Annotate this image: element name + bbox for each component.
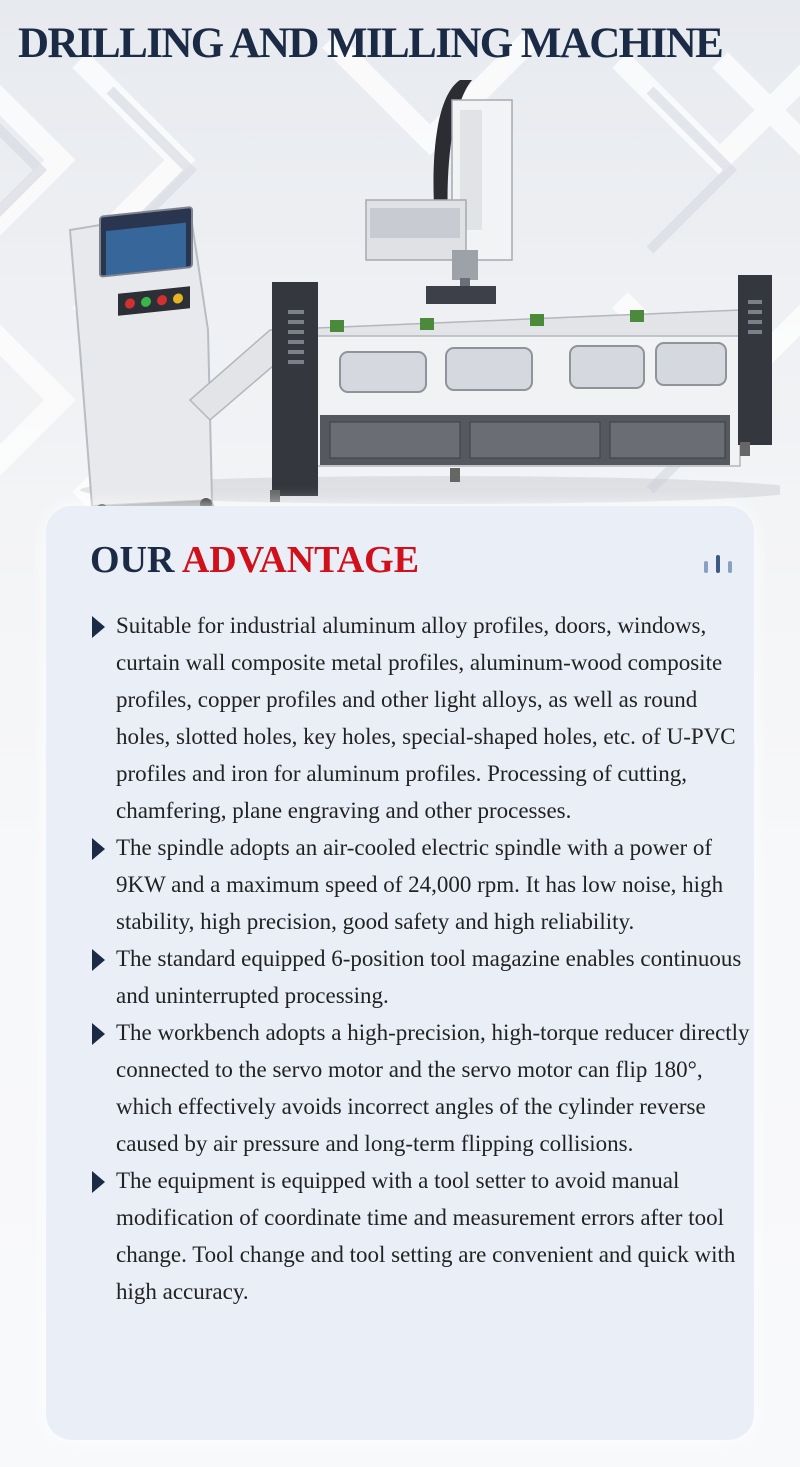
- triangle-right-icon: [92, 949, 105, 971]
- triangle-right-icon: [92, 616, 105, 638]
- advantage-title-part1: OUR: [90, 539, 175, 581]
- list-item-text: The equipment is equipped with a tool setter to avoid manual modification of coordinate time and measurement errors after tool change. Tool change and tool setting are convenient and quick with high accuracy.: [116, 1168, 736, 1304]
- triangle-right-icon: [92, 1023, 105, 1045]
- advantage-title: [90, 536, 419, 584]
- machine-bed: [190, 275, 772, 502]
- cnc-drilling-milling-machine-icon: [40, 70, 780, 520]
- advantage-title-part2: ADVANTAGE: [181, 539, 420, 581]
- list-item-text: The standard equipped 6-position tool magazine enables continuous and uninterrupted processing.: [116, 946, 742, 1008]
- advantage-card: [46, 506, 754, 1440]
- list-item: [90, 1014, 750, 1162]
- list-item: [90, 940, 750, 1014]
- advantage-list: [90, 607, 750, 1310]
- list-item: [90, 1162, 750, 1310]
- page-title: DRILLING AND MILLING MACHINE: [18, 20, 723, 67]
- control-console: [70, 207, 216, 516]
- triangle-right-icon: [92, 838, 105, 860]
- vertical-bars-icon: [702, 551, 742, 575]
- list-item: [90, 829, 750, 940]
- triangle-right-icon: [92, 1171, 105, 1193]
- list-item-text: The spindle adopts an air-cooled electric spindle with a power of 9KW and a maximum speed of 24,000 rpm. It has low noise, high stability, high precision, good safety and high reliability.: [116, 835, 724, 934]
- list-item: [90, 607, 750, 829]
- list-item-text: Suitable for industrial aluminum alloy profiles, doors, windows, curtain wall composite metal profiles, aluminum-wood composite profiles, copper profiles and other light alloys, as well as round holes, slotted holes, key holes, special-shaped holes, etc. of U-PVC profiles and iron for aluminum profiles. Processing of cutting, chamfering, plane engraving and other processes.: [116, 613, 736, 823]
- list-item-text: The workbench adopts a high-precision, high-torque reducer directly connected to the servo motor and the servo motor can flip 180°, which effectively avoids incorrect angles of the cylinder reverse caused by air pressure and long-term flipping collisions.: [116, 1020, 750, 1156]
